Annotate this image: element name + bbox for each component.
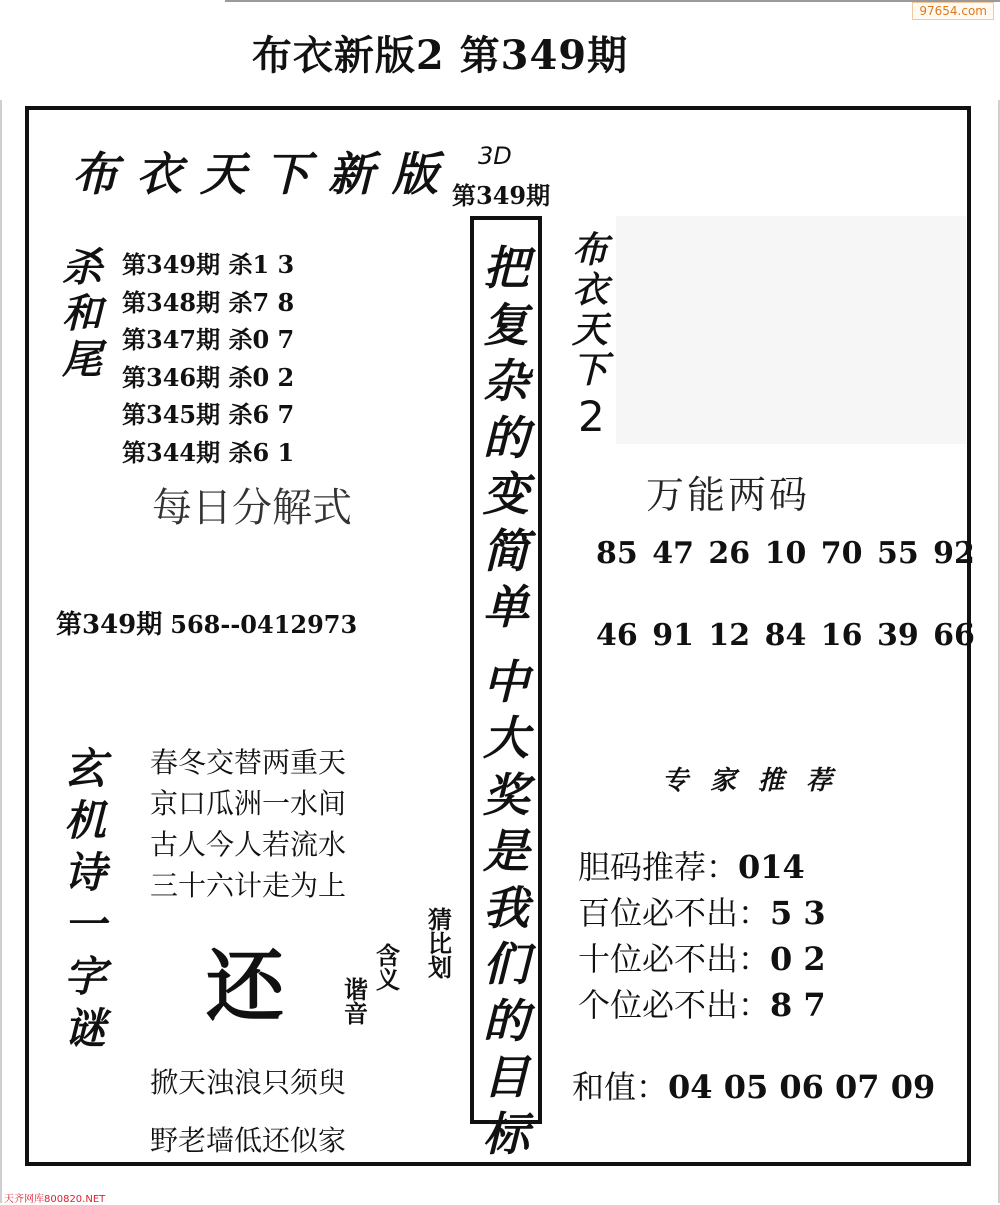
sum-row: [572, 1062, 935, 1108]
brand2-char: 天: [572, 309, 609, 351]
hint-char: 义: [376, 965, 400, 994]
slogan-char: 们: [483, 937, 529, 991]
slogan-char: 目: [483, 1050, 529, 1104]
hint-char: 音: [344, 999, 368, 1028]
brand2-char: 下: [572, 349, 609, 391]
kill-tail-label-char: 和: [62, 290, 102, 337]
riddle-hint-homophone: [344, 975, 368, 1028]
brand-issue: 第349期: [452, 181, 551, 210]
poem-label-char: 诗: [64, 848, 107, 897]
footer-source: 天齐网库800820.NET: [4, 1194, 106, 1205]
hint-char: 比: [428, 929, 452, 958]
kill-tail-row: 第349期 杀1 3: [122, 250, 295, 279]
kill-tail-row: 第345期 杀6 7: [122, 400, 295, 430]
site-watermark[interactable]: 97654.com: [912, 2, 994, 20]
kill-tail-row: 第347期 杀0 7: [122, 325, 295, 355]
poem-label-char: 机: [64, 796, 107, 845]
slogan-char: 的: [483, 993, 529, 1048]
kill-tail-row: 第348期 杀7 8: [122, 287, 295, 317]
bai-row: [578, 890, 826, 936]
slogan-char: 我: [483, 880, 529, 935]
slogan-char: 的: [483, 410, 529, 465]
hint-char: 含: [376, 941, 400, 970]
slogan-char: 标: [483, 1106, 529, 1161]
daily-formula-value: 568--0412973: [170, 610, 358, 639]
expert-label: 专家推荐: [662, 766, 855, 796]
bai-label: 百位必不出：: [578, 894, 771, 932]
brand-3d-tag: 3D: [478, 142, 512, 170]
kill-tail-label: [62, 244, 102, 383]
sum-value: 04 05 06 07 09: [668, 1068, 936, 1106]
riddle-lines: [150, 1054, 346, 1170]
riddle-answer: 还: [206, 941, 285, 1032]
ge-row: [578, 982, 826, 1028]
riddle-line: 野老墙低还似家: [150, 1124, 347, 1157]
kill-tail-row: 第344期 杀6 1: [122, 437, 295, 467]
hint-char: 猜: [428, 905, 452, 934]
slogan-char: 把: [483, 241, 529, 295]
daily-formula: [56, 604, 357, 641]
poem-label: [64, 744, 107, 1053]
expert-recommendations: [578, 844, 826, 1028]
daily-formula-label: 每日分解式: [152, 485, 352, 531]
brand2-number: 2: [578, 392, 605, 441]
left-rule: [0, 100, 2, 1203]
ge-label: 个位必不出：: [578, 986, 771, 1024]
poem-line: 京口瓜洲一水间: [150, 787, 347, 820]
poem-line: 古人今人若流水: [150, 828, 347, 861]
slogan-char: 杂: [483, 354, 529, 408]
slogan-char: 奖: [483, 767, 529, 822]
riddle-hint-guess: [428, 905, 452, 982]
hint-char: 划: [428, 953, 452, 982]
brand2-label: [572, 229, 609, 391]
slogan-char: 复: [483, 297, 529, 352]
kill-tail-label-char: 尾: [62, 336, 102, 383]
wanneng-label: 万能两码: [646, 473, 811, 517]
kill-tail-label-char: 杀: [62, 244, 102, 291]
hint-char: 谐: [344, 975, 368, 1004]
sum-label: 和值：: [572, 1068, 669, 1106]
brand-title: 布衣天下新版: [72, 147, 456, 201]
poem-label-char: 字: [64, 952, 107, 1001]
shi-row: [578, 936, 826, 982]
poem-line: 三十六计走为上: [150, 869, 347, 902]
riddle-hint-meaning: [376, 941, 400, 994]
poem-label-char: 一: [64, 900, 107, 949]
poem-label-char: 玄: [64, 744, 107, 793]
daily-formula-issue: 第349期: [56, 610, 163, 640]
brand2-char: 布: [572, 229, 609, 271]
shi-label: 十位必不出：: [578, 940, 771, 978]
dan-value: 014: [738, 848, 805, 886]
wanneng-row: 46 91 12 84 16 39 66: [596, 618, 975, 653]
slogan-char: 中: [483, 654, 529, 709]
brand2-char: 衣: [572, 269, 609, 311]
poem-label-char: 谜: [64, 1004, 107, 1053]
shi-value: 0 2: [770, 940, 826, 978]
kill-tail-row: 第346期 杀0 2: [122, 362, 295, 392]
slogan-char: 变: [483, 467, 529, 521]
slogan-char: 单: [483, 580, 529, 634]
poem-line: 春冬交替两重天: [150, 746, 347, 779]
page-title: 布衣新版2 第349期: [251, 32, 629, 79]
slogan-char: 大: [483, 711, 529, 765]
riddle-line: 掀天浊浪只须臾: [150, 1066, 347, 1099]
bai-value: 5 3: [770, 894, 826, 932]
slogan-char: 是: [483, 824, 529, 878]
poem-lines: [150, 742, 346, 906]
ge-value: 8 7: [770, 986, 826, 1024]
kill-tail-list: [122, 246, 294, 472]
dan-row: [578, 844, 826, 890]
slogan-char: 简: [483, 523, 529, 578]
top-rule: [225, 0, 1000, 2]
slogan: [474, 232, 538, 1161]
wanneng-row: 85 47 26 10 70 55 92: [596, 536, 975, 571]
dan-label: 胆码推荐：: [578, 848, 739, 886]
blank-panel: [616, 216, 966, 444]
